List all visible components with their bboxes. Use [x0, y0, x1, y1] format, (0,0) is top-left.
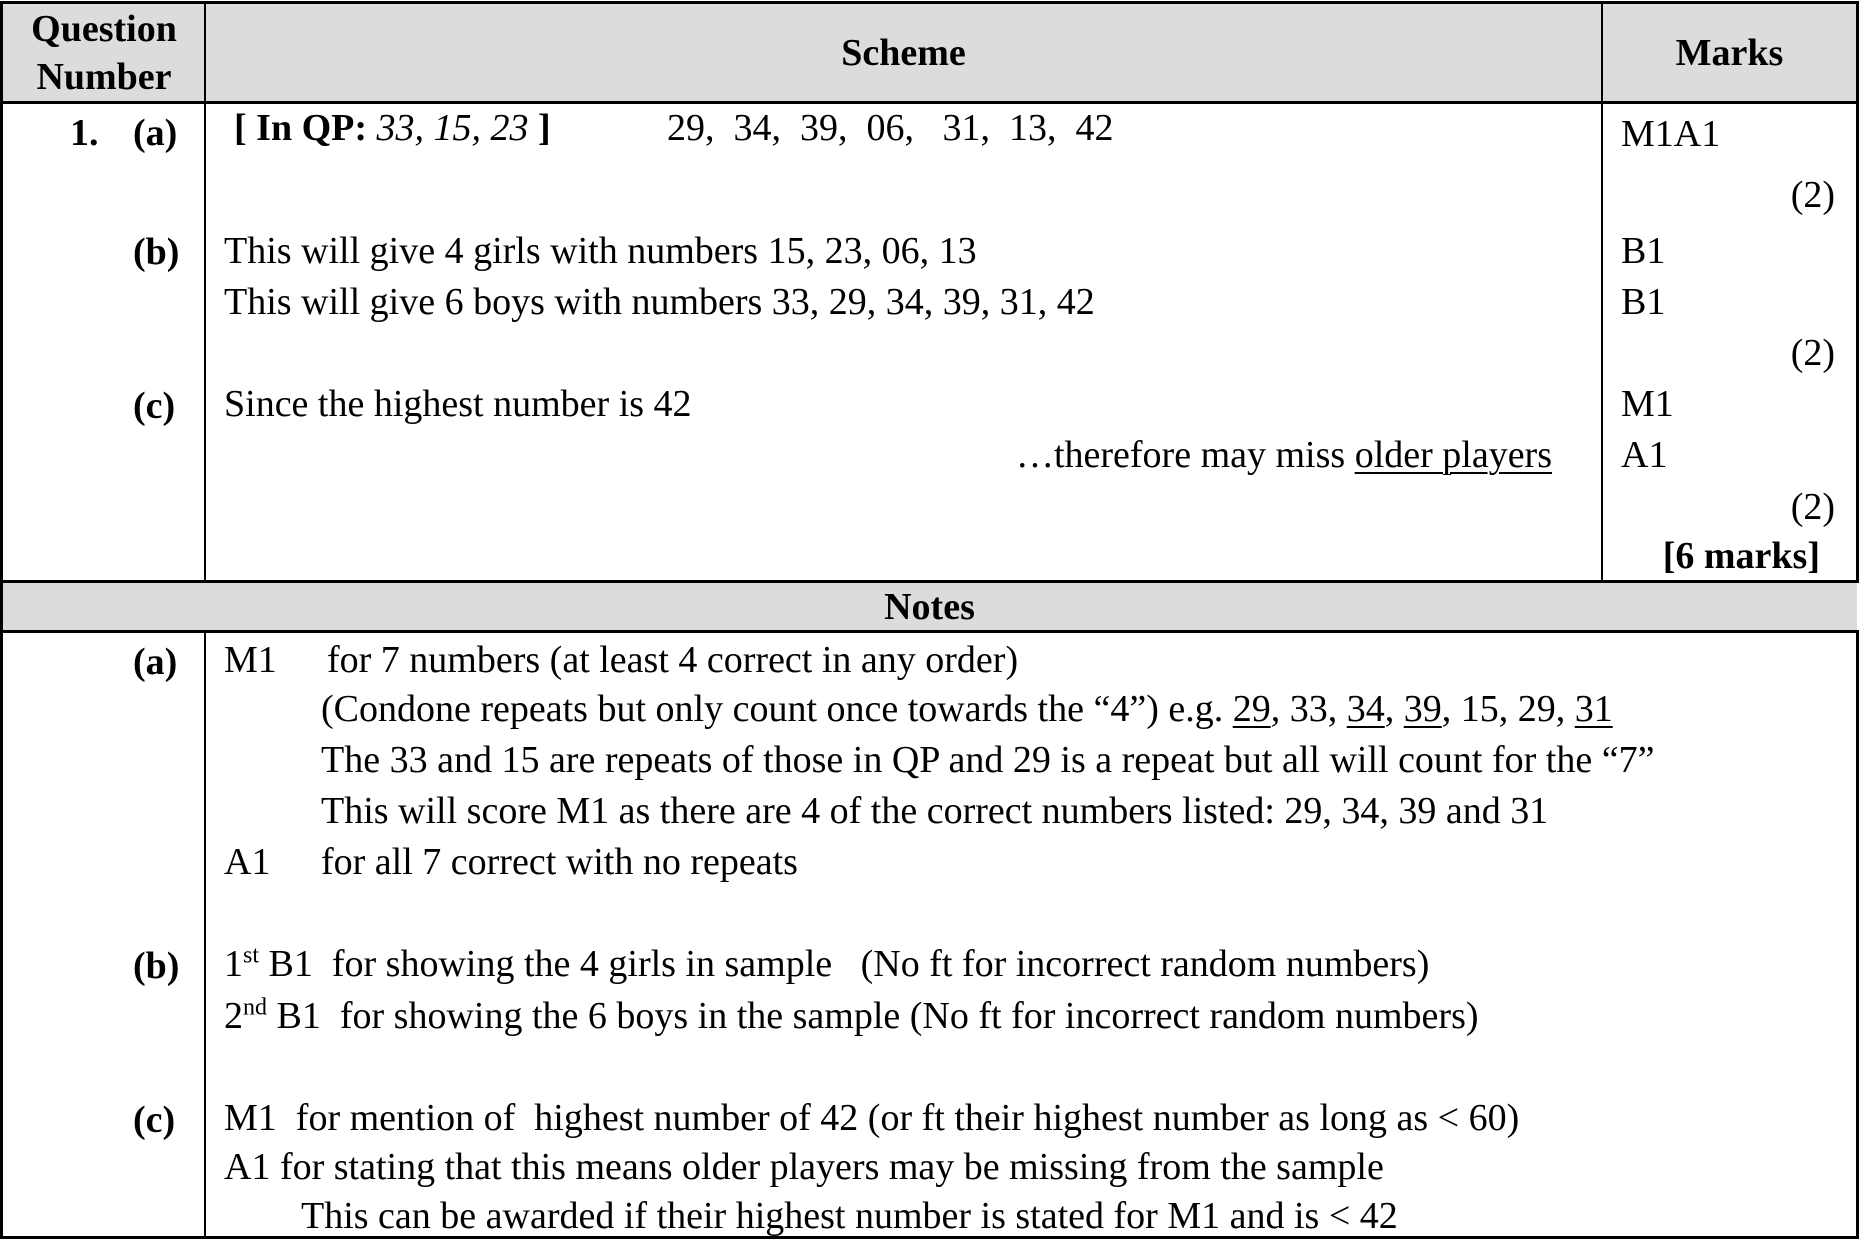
notes-b-line1: [224, 942, 1429, 986]
eg-number-31: 31: [1574, 688, 1613, 730]
part-c-mark2: A1: [1621, 434, 1668, 476]
question-column-divider: [204, 1, 206, 582]
part-a-qp-suffix: ]: [528, 107, 551, 149]
eg-number-34: 34: [1346, 688, 1385, 730]
eg-separator-2: ,: [1384, 688, 1404, 730]
question-number: 1.: [70, 112, 99, 154]
notes-a-line3: The 33 and 15 are repeats of those in QP and 29 is a repeat but all will count for the “7”: [321, 739, 1655, 781]
part-a-qp-prefix: [ In QP:: [234, 107, 377, 149]
header-question-number-line2: Number: [36, 56, 172, 98]
notes-c-line1: M1 for mention of highest number of 42 (or ft their highest number as long as < 60): [224, 1097, 1520, 1139]
notes-a-m1-code: M1: [224, 639, 277, 681]
table-top-border: [0, 1, 1859, 4]
notes-c-line3: This can be awarded if their highest number is stated for M1 and is < 42: [301, 1195, 1398, 1237]
eg-separator-1: , 33,: [1270, 688, 1347, 730]
notes-a-condone-prefix: (Condone repeats but only count once towards the “4”) e.g.: [321, 688, 1233, 730]
part-a-answer: 29, 34, 39, 06, 31, 13, 42: [667, 107, 1114, 149]
part-b-line1: This will give 4 girls with numbers 15, 23, 06, 13: [224, 230, 977, 272]
part-b-mark2: B1: [1621, 281, 1666, 323]
notes-a-line4: This will score M1 as there are 4 of the correct numbers listed: 29, 34, 39 and 31: [321, 790, 1549, 832]
notes-a-label: (a): [133, 641, 178, 683]
scheme-bottom-border: [0, 580, 1859, 583]
header-bottom-border: [0, 101, 1859, 104]
notes-title-bottom-border: [0, 630, 1859, 633]
part-c-mark1: M1: [1621, 383, 1674, 425]
notes-b-first-sup: st: [243, 942, 260, 969]
part-b-label: (b): [133, 231, 180, 273]
notes-b-label: (b): [133, 945, 180, 987]
part-c-line1: Since the highest number is 42: [224, 383, 692, 425]
header-question-number-line1: Question: [31, 8, 177, 50]
part-b-total: (2): [1790, 332, 1835, 374]
part-a-total: (2): [1790, 174, 1835, 216]
eg-separator-3: , 15, 29,: [1441, 688, 1575, 730]
notes-a-condone-line: [321, 687, 1613, 731]
notes-column-divider: [204, 630, 206, 1239]
part-b-line2: This will give 6 boys with numbers 33, 29, 34, 39, 31, 42: [224, 281, 1095, 323]
older-players-underlined: older players: [1354, 434, 1552, 476]
notes-c-line2: A1 for stating that this means older players may be missing from the sample: [224, 1146, 1384, 1188]
part-b-mark1: B1: [1621, 230, 1666, 272]
eg-number-29: 29: [1232, 688, 1271, 730]
grand-total: [6 marks]: [1662, 535, 1820, 577]
part-c-line2-prefix: …therefore may miss: [1015, 434, 1355, 476]
part-a-qp-bracket: [234, 106, 551, 150]
notes-b-second-num: 2: [224, 995, 243, 1037]
notes-b-second-rest: B1 for showing the 6 boys in the sample (No ft for incorrect random numbers): [267, 995, 1479, 1037]
part-a-qp-numbers: 33, 15, 23: [376, 107, 529, 149]
header-marks: Marks: [1675, 32, 1784, 74]
notes-c-label: (c): [133, 1099, 176, 1141]
notes-b-first-num: 1: [224, 943, 243, 985]
notes-a-a1-text: for all 7 correct with no repeats: [321, 841, 798, 883]
header-scheme: Scheme: [841, 32, 966, 74]
part-c-total: (2): [1790, 486, 1835, 528]
notes-title: Notes: [884, 586, 975, 628]
part-a-mark: M1A1: [1621, 113, 1721, 155]
part-c-label: (c): [133, 385, 176, 427]
part-a-label: (a): [133, 112, 178, 154]
notes-b-second-sup: nd: [243, 994, 267, 1021]
eg-number-39: 39: [1403, 688, 1442, 730]
notes-b-line2: [224, 994, 1479, 1038]
notes-a-m1-text: for 7 numbers (at least 4 correct in any order): [327, 639, 1019, 681]
notes-b-first-rest: B1 for showing the 4 girls in sample (No ft for incorrect random numbers): [259, 943, 1430, 985]
part-c-line2: [206, 433, 1552, 477]
notes-a-a1-code: A1: [224, 841, 271, 883]
